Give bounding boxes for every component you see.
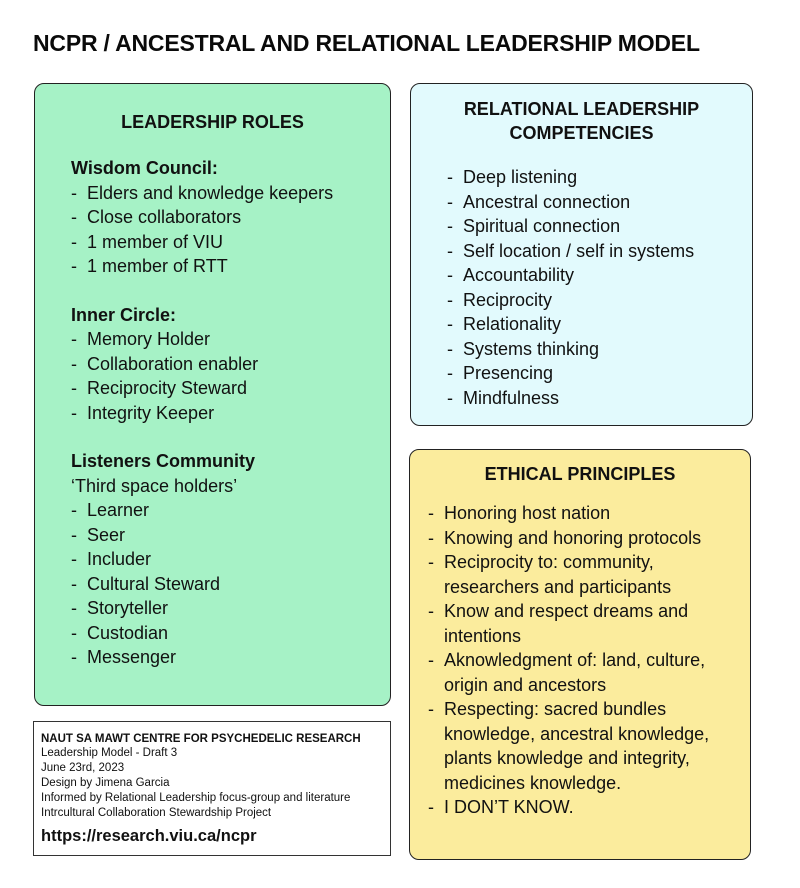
list-item: - Custodian: [71, 621, 390, 646]
list-item: - Messenger: [71, 645, 390, 670]
list-item: - I DON’T KNOW.: [428, 795, 750, 820]
list-item: - Deep listening: [447, 165, 752, 190]
leadership-roles-heading: LEADERSHIP ROLES: [121, 112, 304, 132]
list-item: - Know and respect dreams and intentions: [428, 599, 750, 648]
list-item: - Presencing: [447, 361, 752, 386]
competencies-heading-line2: COMPETENCIES: [509, 123, 654, 143]
wisdom-council-group: [71, 156, 390, 279]
list-item: - Integrity Keeper: [71, 401, 390, 426]
list-item: - Reciprocity to: community, researchers and participants: [428, 550, 750, 599]
list-item: - Systems thinking: [447, 337, 752, 362]
list-item: - Honoring host nation: [428, 501, 750, 526]
list-item: - Close collaborators: [71, 205, 390, 230]
list-item: - Includer: [71, 547, 390, 572]
ethical-principles-panel: [409, 449, 751, 860]
list-item: - Relationality: [447, 312, 752, 337]
list-item: - 1 member of VIU: [71, 230, 390, 255]
list-item: - Storyteller: [71, 596, 390, 621]
list-item: - Cultural Steward: [71, 572, 390, 597]
list-item: - Reciprocity: [447, 288, 752, 313]
list-item: - Respecting: sacred bundles knowledge, ancestral knowledge, plants knowledge and integrity, medicines knowledge.: [428, 697, 750, 795]
list-item: - Aknowledgment of: land, culture, origin and ancestors: [428, 648, 750, 697]
wisdom-council-list: [71, 181, 390, 279]
listeners-community-list: [71, 498, 390, 670]
listeners-community-title: Listeners Community: [71, 451, 256, 471]
ethical-principles-list: [428, 501, 750, 820]
page-title: NCPR / ANCESTRAL AND RELATIONAL LEADERSHIP MODEL: [33, 30, 700, 56]
list-item: - Elders and knowledge keepers: [71, 181, 390, 206]
list-item: - 1 member of RTT: [71, 254, 390, 279]
credits-box: [33, 721, 391, 856]
inner-circle-group: [71, 303, 390, 426]
ethical-principles-heading: ETHICAL PRINCIPLES: [484, 464, 676, 484]
competencies-heading: [411, 97, 752, 145]
list-item: - Mindfulness: [447, 386, 752, 411]
list-item: - Reciprocity Steward: [71, 376, 390, 401]
credit-line: Leadership Model - Draft 3: [41, 747, 178, 759]
competencies-panel: [410, 83, 753, 426]
inner-circle-title: Inner Circle:: [71, 304, 177, 325]
credit-line: Intrcultural Collaboration Stewardship Project: [41, 807, 272, 819]
credit-line: Design by Jimena Garcia: [41, 777, 170, 789]
leadership-roles-panel: [34, 83, 391, 706]
listeners-community-group: [71, 449, 390, 670]
list-item: - Self location / self in systems: [447, 239, 752, 264]
inner-circle-list: [71, 327, 390, 425]
listeners-community-subtitle: ‘Third space holders’: [71, 475, 238, 496]
competencies-heading-line1: RELATIONAL LEADERSHIP: [463, 99, 700, 119]
list-item: - Spiritual connection: [447, 214, 752, 239]
list-item: - Memory Holder: [71, 327, 390, 352]
list-item: - Learner: [71, 498, 390, 523]
credit-line: June 23rd, 2023: [41, 762, 125, 774]
wisdom-council-title: Wisdom Council:: [71, 158, 218, 178]
website-url: https://research.viu.ca/ncpr: [41, 827, 257, 845]
list-item: - Collaboration enabler: [71, 352, 390, 377]
credit-line: Informed by Relational Leadership focus-group and literature: [41, 792, 351, 804]
list-item: - Accountability: [447, 263, 752, 288]
list-item: - Ancestral connection: [447, 190, 752, 215]
list-item: - Seer: [71, 523, 390, 548]
list-item: - Knowing and honoring protocols: [428, 526, 750, 551]
competencies-list: [447, 165, 752, 410]
org-name: NAUT SA MAWT CENTRE FOR PSYCHEDELIC RESEARCH: [41, 733, 361, 745]
